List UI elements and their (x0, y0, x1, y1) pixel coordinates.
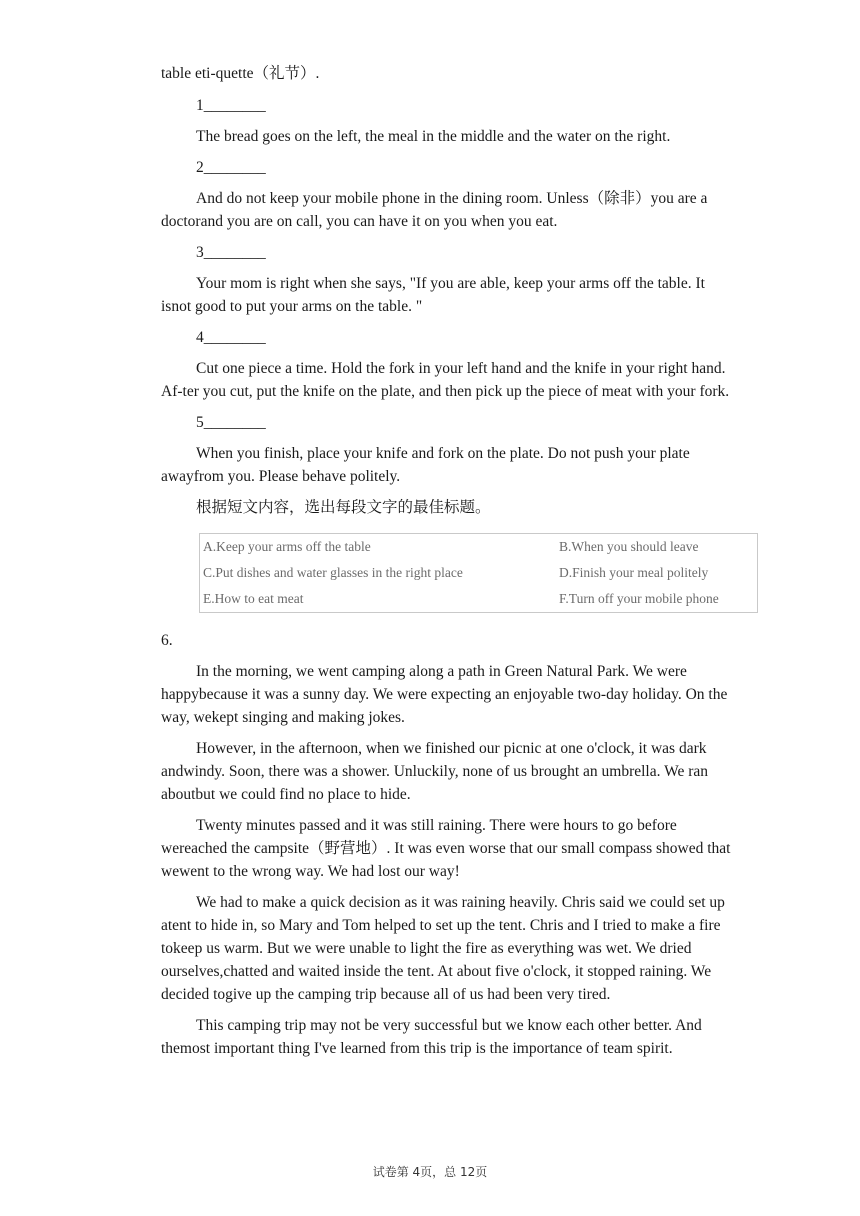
blank-3: 3________ (196, 244, 266, 261)
blank-1: 1________ (196, 97, 266, 114)
option-e: E.How to eat meat (203, 591, 304, 606)
story-paragraph-5: This camping trip may not be very successful but we know each other better. And themost important thing I've learned from this trip is the importance of team spirit. (161, 1017, 702, 1057)
option-d: D.Finish your meal politely (559, 565, 709, 580)
blank-4: 4________ (196, 329, 266, 346)
instruction: 根据短文内容，选出每段文字的最佳标题。 (196, 499, 491, 516)
page-content (161, 62, 733, 1060)
paragraph-5: When you finish, place your knife and fork on the plate. Do not push your plate awayfrom you. Please behave politely. (161, 445, 690, 485)
story-paragraph-2: However, in the afternoon, when we finished our picnic at one o'clock, it was dark andwindy. Soon, there was a shower. Unluckily, none of us brought an umbrella. We ran aboutbut we could find no place to hide. (161, 740, 709, 803)
page-footer: 试卷第 4页，总 12页 (372, 1165, 488, 1179)
option-c: C.Put dishes and water glasses in the right place (203, 565, 463, 580)
options-table (199, 533, 758, 613)
story-paragraph-4: We had to make a quick decision as it was raining heavily. Chris said we could set up atent to hide in, so Mary and Tom helped to set up the tent. Chris and I tried to make a fire tokeep us warm. But we were unable to light the fire as everything was wet. We dried ourselves,chatted and waited inside the tent. At about five o'clock, it stopped raining. We decided togive up the camping trip because all of us had been very tired. (161, 894, 725, 1003)
paragraph-2: And do not keep your mobile phone in the dining room. Unless（除非）you are a doctorand you are on call, you can have it on you when you eat. (161, 190, 708, 230)
intro-tail: table eti-quette（礼节）. (161, 65, 320, 82)
story-paragraph-3: Twenty minutes passed and it was still raining. There were hours to go before wereached the campsite（野营地）. It was even worse that our small compass showed that wewent to the wrong way. We had lost our way! (161, 817, 731, 880)
option-a: A.Keep your arms off the table (203, 539, 371, 554)
paragraph-1: The bread goes on the left, the meal in the middle and the water on the right. (196, 128, 671, 145)
question-number: 6. (161, 632, 173, 649)
story-paragraph-1: In the morning, we went camping along a path in Green Natural Park. We were happybecause it was a sunny day. We were expecting an enjoyable two-day holiday. On the way, wekept singing and making jokes. (161, 663, 728, 726)
options-row (203, 586, 757, 612)
option-b: B.When you should leave (559, 539, 699, 554)
options-row (203, 534, 757, 560)
paragraph-4: Cut one piece a time. Hold the fork in your left hand and the knife in your right hand. Af-ter you cut, put the knife on the plate, and then pick up the piece of meat with your fork. (161, 360, 730, 400)
options-row (203, 560, 757, 586)
paragraph-3: Your mom is right when she says, "If you are able, keep your arms off the table. It isnot good to put your arms on the table. " (161, 275, 705, 315)
blank-2: 2________ (196, 159, 266, 176)
blank-5: 5________ (196, 414, 266, 431)
option-f: F.Turn off your mobile phone (559, 591, 719, 606)
